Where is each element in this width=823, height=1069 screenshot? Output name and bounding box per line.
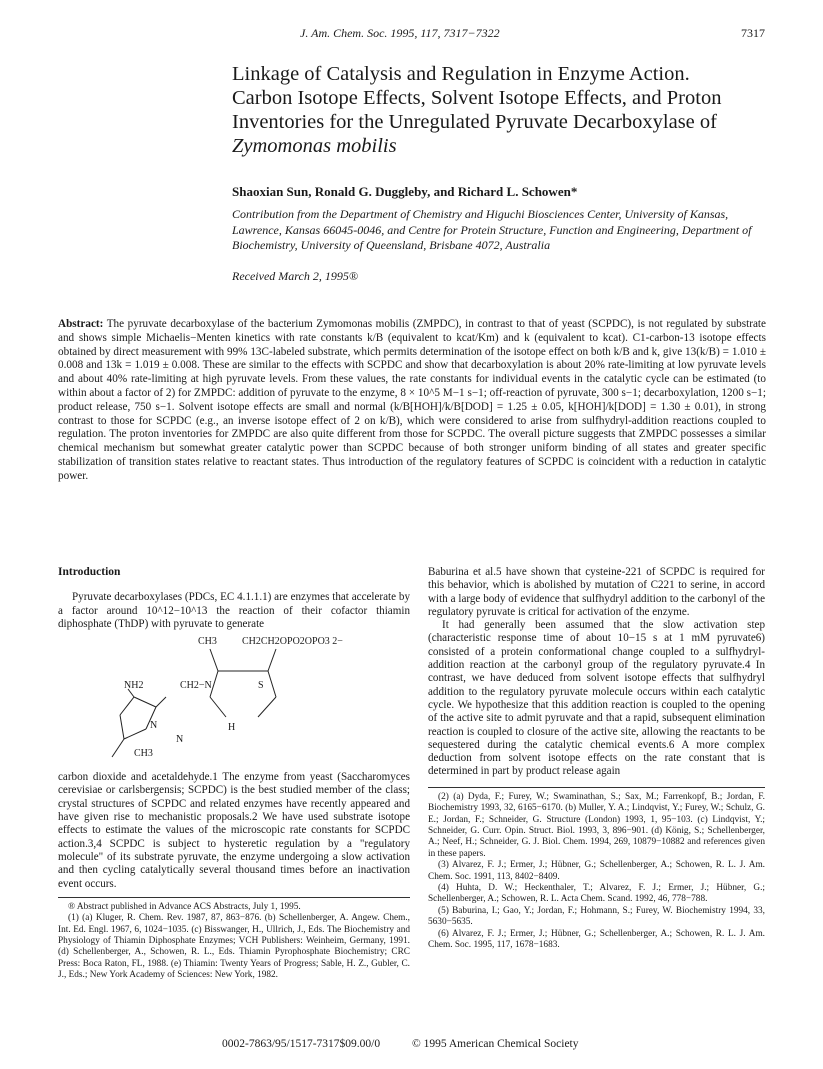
section-heading-introduction: Introduction <box>58 566 121 578</box>
footnotes-left <box>58 902 410 982</box>
struct-label-n2: N <box>176 734 184 746</box>
page-number: 7317 <box>741 26 765 40</box>
footnotes-right <box>428 792 765 952</box>
footnote: (2) (a) Dyda, F.; Furey, W.; Swaminathan, S.; Sax, M.; Farrenkopf, B.; Jordan, F. Biochemistry 1993, 32, 6165−6170. (b) Muller, Y. A.; Lindqvist, Y.; Furey, W.; Schulz, G. E.; Jordan, F.; Schneider, G. Structure (London) 1993, 1, 95−103. (c) Lindqvist, Y.; Schneider, G. Curr. Opin. Struct. Biol. 1993, 3, 896−901. (d) König, S.; Schellenberger, A.; Neef, H.; Schneider, G. J. Biol. Chem. 1994, 269, 10879−10882 and references given in these papers. <box>428 791 765 859</box>
footnote: ® Abstract published in Advance ACS Abstracts, July 1, 1995. <box>68 901 301 912</box>
title-line: Linkage of Catalysis and Regulation in Enzyme Action. <box>232 63 690 85</box>
thdp-structure <box>58 635 410 765</box>
title-line: Inventories for the Unregulated Pyruvate Decarboxylase of <box>232 111 717 133</box>
affiliation: Contribution from the Department of Chemistry and Higuchi Biosciences Center, University of Kansas, Lawrence, Kansas 66045-0046, and Centre for Protein Structure, Function and Engineering, Department of Biochemistry, University of Queensland, Brisbane 4072, Australia <box>232 207 752 252</box>
struct-label-ch2n: CH2−N <box>180 680 212 692</box>
struct-label-side-chain: CH2CH2OPO2OPO3 2− <box>242 636 343 648</box>
footnote: (1) (a) Kluger, R. Chem. Rev. 1987, 87, 863−876. (b) Schellenberger, A. Angew. Chem., Int. Ed. Engl. 1967, 6, 1024−1035. (c) Bisswanger, H., Ullrich, J., Eds. The Biochemistry and Physiology of Thiamin Diphosphate Enzymes; VCH Publishers: Weinheim, Germany, 1991. (d) Schellenberger, A., Schowen, R. L., Eds. Thiamin Pyrophosphate Biochemistry; CRC Press: Boca Raton, FL, 1988. (e) Thiamin: Twenty Years of Progress; Sable, H. Z., Gubler, C. J., Eds.; New York Academy of Sciences: New York, 1982. <box>58 913 410 981</box>
authors: Shaoxian Sun, Ronald G. Duggleby, and Richard L. Schowen* <box>232 184 578 199</box>
paragraph: carbon dioxide and acetaldehyde.1 The enzyme from yeast (Saccharomyces cerevisiae or carlsbergensis; SCPDC) is the best studied member of the class; crystal structures of SCPDC and related enzymes have recently appeared and have given rise to mechanistic proposals.2 We have used substrate isotope effects to estimate the values of the microscopic rate constants for SCPDC action.3,4 SCPDC is subject to hysteretic regulation by a "regulatory molecule" of its substrate pyruvate, the enzyme undergoing a slow activation and then cycling catalytically several thousand times before an inactivation event occurs. <box>58 771 410 890</box>
right-column <box>428 566 765 951</box>
struct-label-h: H <box>228 722 236 734</box>
received-date: Received March 2, 1995® <box>232 269 358 283</box>
journal-citation: J. Am. Chem. Soc. 1995, 117, 7317−7322 <box>300 26 500 40</box>
footnote: (3) Alvarez, F. J.; Ermer, J.; Hübner, G.; Schellenberger, A.; Schowen, R. L. J. Am. Chem. Soc. 1991, 113, 8402−8409. <box>428 860 765 882</box>
title-line: Zymomonas mobilis <box>232 135 397 157</box>
left-column <box>58 566 410 982</box>
abstract-label: Abstract: <box>58 318 104 330</box>
footer-code: 0002-7863/95/1517-7317$09.00/0 <box>222 1038 381 1050</box>
title-line: Carbon Isotope Effects, Solvent Isotope Effects, and Proton <box>232 87 722 109</box>
struct-label-nh2: NH2 <box>124 680 144 692</box>
footer-copyright: © 1995 American Chemical Society <box>412 1038 579 1050</box>
footnote-rule <box>428 787 765 788</box>
struct-label-ch3-bottom: CH3 <box>134 748 153 760</box>
abstract-text: The pyruvate decarboxylase of the bacterium Zymomonas mobilis (ZMPDC), in contrast to that of yeast (SCPDC), is not regulated by substrate and shows simple Michaelis−Menten kinetics with rate constants k/B (equivalent to kcat/Km) and k (equivalent to kcat). C1-carbon-13 isotope effects obtained by direct measurement with 99% 13C-labeled substrate, which permits determination of the isotope effect on both k/B and k, give 13(k/B) = 1.010 ± 0.008 and 13k = 1.019 ± 0.008. These are similar to the effects with SCPDC and show that decarboxylation is about 20% rate-limiting at low pyruvate levels and about 40% rate-limiting at high pyruvate levels. From these values, the rate constants for individual events in the catalytic cycle can be estimated (to within about a factor of 2) for ZMPDC: addition of pyruvate to the enzyme, 8 × 10^5 M−1 s−1; off-reaction of pyruvate, 300 s−1; decarboxylation, 1200 s−1; product release, 750 s−1. Solvent isotope effects are small and normal (k/B[HOH]/k/B[DOD] = 1.25 ± 0.05, k[HOH]/k[DOD] = 1.30 ± 0.01), in strong contrast to those for SCPDC (e.g., an inverse isotope effect of 2 on k/B), which were considered to arise from sulfhydryl-addition reactions coupled to regulation. The proton inventories for ZMPDC are also quite different from those for SCPDC. The overall picture suggests that ZMPDC possesses a similar chemical mechanism but somewhat greater catalytic power than SCPDC because of both stronger uniform binding of all states and greater specific stabilization of transition states relative to reactant states. Thus introduction of the regulatory features of SCPDC is coincident with a reduction in catalytic power. <box>58 318 766 482</box>
footnote-rule <box>58 897 410 898</box>
paragraph: Baburina et al.5 have shown that cysteine-221 of SCPDC is required for this behavior, which is abolished by mutation of C221 to serine, in accord with a large body of evidence that sulfhydryl addition to the carbonyl of the regulatory pyruvate is critical for activation of the enzyme. <box>428 566 765 618</box>
struct-label-n1: N <box>150 720 158 732</box>
thdp-structure-drawing <box>58 635 410 765</box>
struct-label-ch3-top: CH3 <box>198 636 217 648</box>
paragraph: Pyruvate decarboxylases (PDCs, EC 4.1.1.1) are enzymes that accelerate by a factor around 10^12−10^13 the reaction of their cofactor thiamin diphosphate (ThDP) with pyruvate to generate <box>58 591 410 630</box>
footnote: (5) Baburina, I.; Gao, Y.; Jordan, F.; Hohmann, S.; Furey, W. Biochemistry 1994, 33, 5630−5635. <box>428 905 765 928</box>
footnote: (6) Alvarez, F. J.; Ermer, J.; Hübner, G.; Schellenberger, A.; Schowen, R. L. J. Am. Chem. Soc. 1995, 117, 1678−1683. <box>428 928 765 951</box>
struct-label-s: S <box>258 680 264 692</box>
paragraph: It had generally been assumed that the slow activation step (characteristic response time of about 10−15 s at 1 mM pyruvate6) consisted of a protein conformational change coupled to a sulfhydryl-addition reaction at the carbonyl group of the regulatory pyruvate.4 In contrast, we have deduced from solvent isotope effects that sulfhydryl addition to the regulatory pyruvate molecule occurs within each catalytic cycle. We hypothesize that this addition reaction is coupled to the opening of the active site to admit pyruvate and that a rapid, subsequent elimination reaction is coupled to closure of the active site, allowing the reactants to be sequestered during the catalytic chemical events.6 A more complex deduction from solvent isotope effects on the rate constant that is determined in part by product release again <box>428 619 765 778</box>
footnote: (4) Huhta, D. W.; Heckenthaler, T.; Alvarez, F. J.; Ermer, J.; Hübner, G.; Schellenberger, A.; Schowen, R. L. Acta Chem. Scand. 1992, 46, 778−788. <box>428 883 765 905</box>
article-title <box>232 62 752 158</box>
abstract <box>58 318 766 484</box>
